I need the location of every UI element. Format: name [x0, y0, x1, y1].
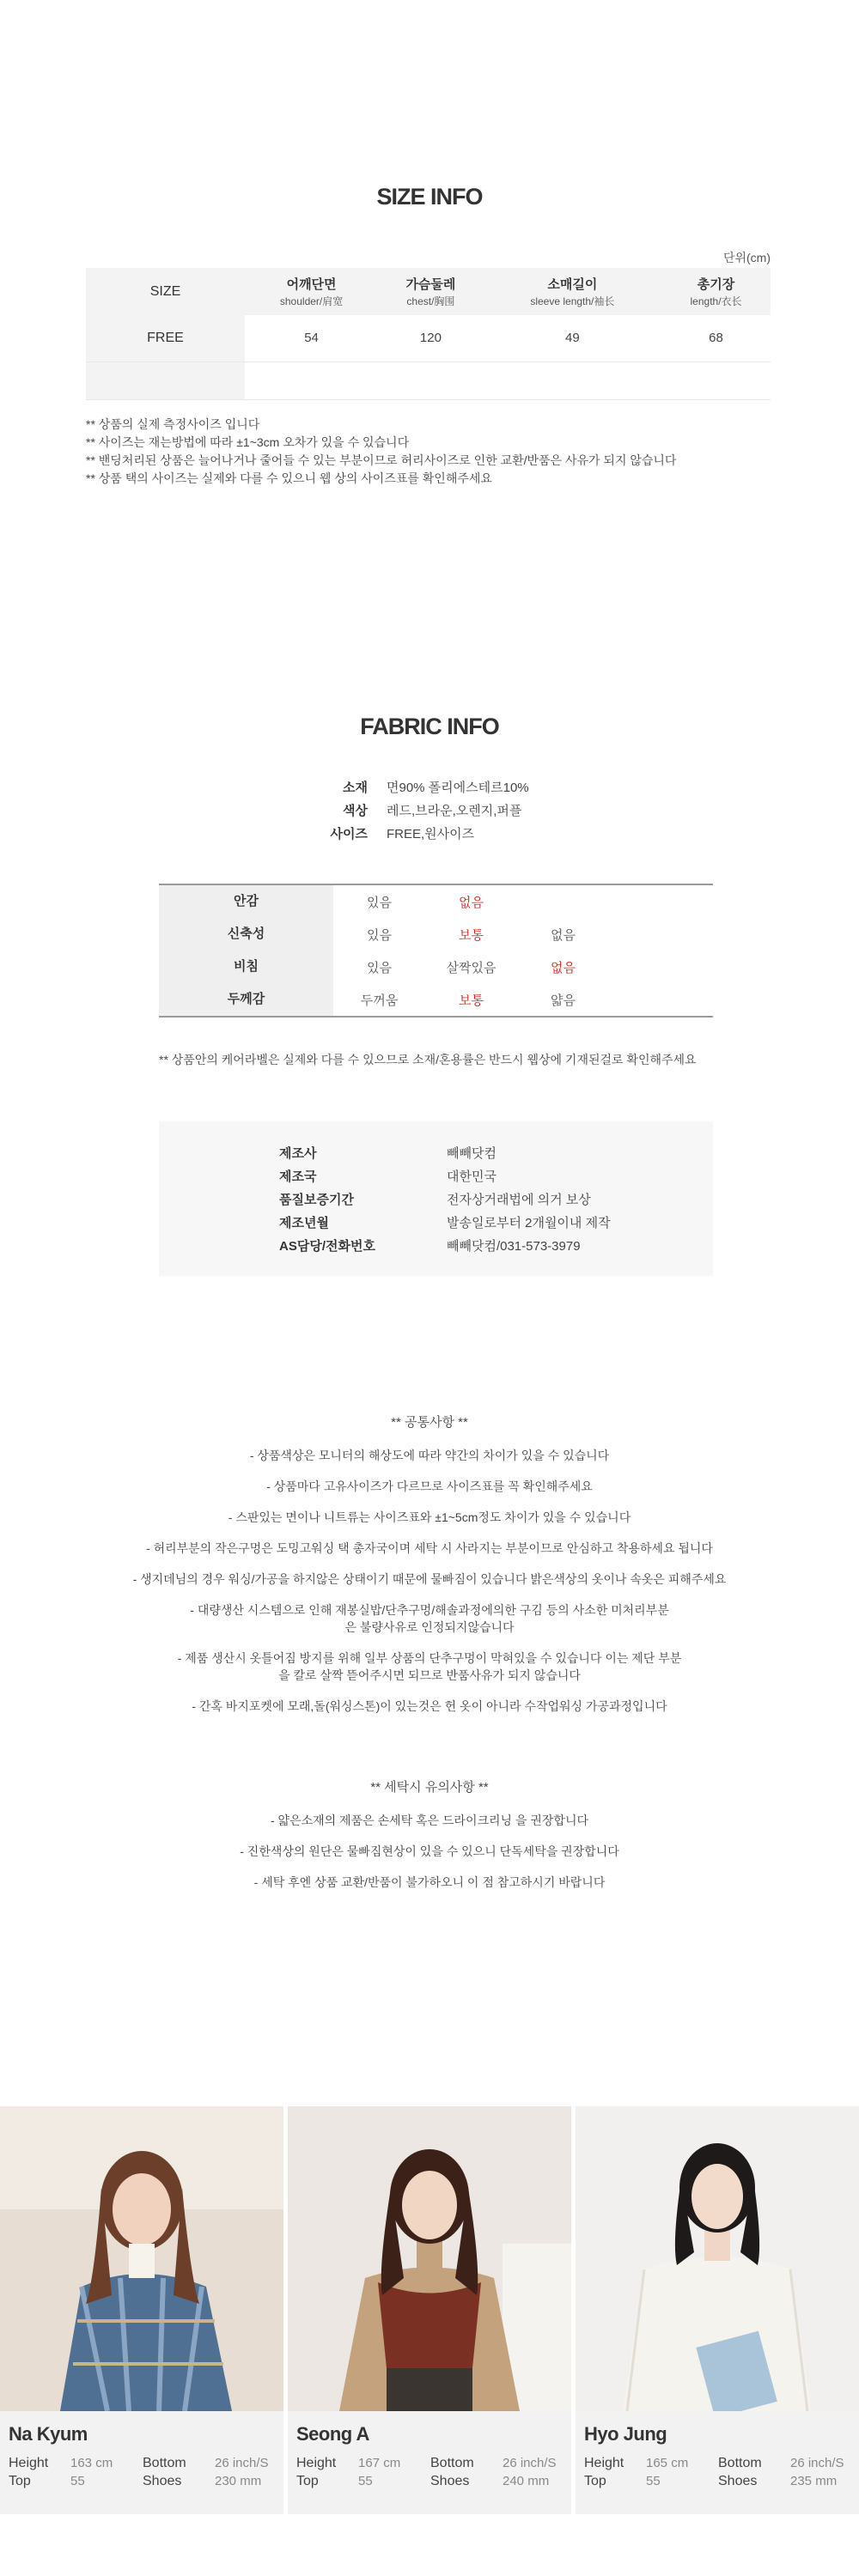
property-option: 두꺼움 — [360, 993, 399, 1008]
row-label: FREE — [86, 315, 245, 361]
size-value: FREE,원사이즈 — [387, 827, 475, 841]
col-sleeve: 소매길이 sleeve length/袖长 — [484, 268, 661, 315]
model-name: Seong A — [296, 2423, 369, 2445]
model-card — [288, 2106, 571, 2514]
notice-item: - 생지데님의 경우 워싱/가공을 하지않은 상태이기 때문에 물빠짐이 있습니다 밝은색상의 옷이나 속옷은 피해주세요 — [132, 1572, 727, 1586]
model-photo — [576, 2106, 859, 2411]
model-bottom: 26 inch/S — [215, 2456, 269, 2470]
model-stats: Height 163 cm Bottom 26 inch/S Top 55 Shoes 230 mm — [9, 2456, 283, 2492]
property-option: 얇음 — [551, 993, 576, 1008]
date-key: 제조년월 — [279, 1216, 329, 1230]
as-key: AS담당/전화번호 — [279, 1239, 375, 1254]
note-line: ** 사이즈는 재는방법에 따라 ±1~3cm 오차가 있을 수 있습니다 — [86, 435, 410, 449]
property-option: 있음 — [367, 927, 392, 943]
col-length: 총기장 length/衣长 — [661, 268, 771, 315]
cell-shoulder: 54 — [245, 315, 378, 361]
col-chest: 가슴둘레 chest/胸围 — [378, 268, 484, 315]
model-stats: Height 167 cm Bottom 26 inch/S Top 55 Shoes 240 mm — [296, 2456, 571, 2492]
model-card — [576, 2106, 859, 2514]
property-option-selected: 없음 — [459, 895, 484, 910]
size-table-header — [86, 268, 771, 315]
model-height: 167 cm — [358, 2456, 401, 2470]
country-key: 제조국 — [279, 1170, 317, 1184]
notice-item: - 스판있는 면이나 니트류는 사이즈표와 ±1~5cm정도 차이가 있을 수 있습니다 — [228, 1510, 631, 1524]
model-shoes: 235 mm — [790, 2474, 838, 2488]
notice-item: - 상품색상은 모니터의 해상도에 따라 약간의 차이가 있을 수 있습니다 — [249, 1449, 610, 1462]
notice-item: - 세탁 후엔 상품 교환/반품이 불가하오니 이 점 참고하시기 바랍니다 — [253, 1875, 606, 1889]
property-key: 안감 — [159, 885, 333, 918]
notice-item: - 대량생산 시스템으로 인해 재봉실밥/단추구멍/해솔과정에의한 구김 등의 사소한 미처리부분은 불량사유로 인정되지않습니다 — [190, 1603, 669, 1634]
model-height: 163 cm — [70, 2456, 113, 2470]
property-option-selected: 보통 — [459, 927, 484, 943]
wash-notice — [0, 1779, 859, 1905]
wash-notice-heading: ** 세탁시 유의사항 ** — [370, 1780, 489, 1795]
model-shoes: 230 mm — [215, 2474, 262, 2488]
notice-item: - 간혹 바지포켓에 모래,돌(워싱스톤)이 있는것은 헌 옷이 아니라 수작업워싱 가공과정입니다 — [192, 1699, 667, 1713]
as-value: 빼빼닷컴/031-573-3979 — [447, 1239, 581, 1254]
property-key: 신축성 — [159, 918, 333, 951]
care-label-note: ** 상품안의 케어라벨은 실제와 다를 수 있으므로 소재/혼용률은 반드시 웹상에 기재된걸로 확인해주세요 — [159, 1053, 697, 1066]
property-option: 있음 — [367, 895, 392, 910]
model-photo — [288, 2106, 571, 2411]
color-value: 레드,브라운,오렌지,퍼플 — [387, 804, 522, 818]
notice-item: - 진한색상의 원단은 물빠짐현상이 있을 수 있으니 단독세탁을 권장합니다 — [240, 1844, 619, 1858]
property-option: 살짝있음 — [446, 960, 497, 975]
property-row — [159, 918, 713, 951]
maker-key: 제조사 — [279, 1146, 317, 1161]
date-value: 발송일로부터 2개월이내 제작 — [447, 1216, 611, 1230]
table-row — [86, 315, 771, 361]
warranty-key: 품질보증기간 — [279, 1193, 354, 1207]
table-row-empty — [86, 361, 771, 399]
model-shoes: 240 mm — [503, 2474, 550, 2488]
note-line: ** 상품의 실제 측정사이즈 입니다 — [86, 417, 260, 431]
fabric-property-table — [159, 884, 713, 1018]
notice-item: - 상품마다 고유사이즈가 다르므로 사이즈표를 꼭 확인해주세요 — [266, 1479, 593, 1493]
warranty-value: 전자상거래법에 의거 보상 — [447, 1193, 591, 1207]
fabric-info-title: FABRIC INFO — [360, 714, 499, 739]
unit-label: 단위(cm) — [722, 251, 771, 264]
property-option: 있음 — [367, 960, 392, 975]
color-key: 색상 — [343, 804, 368, 818]
common-notice-heading: ** 공통사항 ** — [391, 1415, 468, 1430]
note-line: ** 상품 택의 사이즈는 실제와 다를 수 있으니 웹 상의 사이즈표를 확인해주세요 — [86, 471, 492, 485]
property-row — [159, 951, 713, 983]
maker-value: 빼빼닷컴 — [447, 1146, 497, 1161]
cell-chest: 120 — [378, 315, 484, 361]
property-key: 두께감 — [159, 983, 333, 1016]
size-info-title: SIZE INFO — [376, 184, 483, 210]
size-table — [86, 268, 771, 400]
size-header-label: SIZE — [86, 268, 245, 315]
property-option-selected: 보통 — [459, 993, 484, 1008]
property-key: 비침 — [159, 951, 333, 983]
model-bottom: 26 inch/S — [790, 2456, 844, 2470]
model-stats: Height 165 cm Bottom 26 inch/S Top 55 Shoes 235 mm — [584, 2456, 859, 2492]
model-top: 55 — [70, 2474, 85, 2488]
note-line: ** 밴딩처리된 상품은 늘어나거나 줄어들 수 있는 부분이므로 허리사이즈로 인한 교환/반품은 사유가 되지 않습니다 — [86, 453, 677, 467]
common-notice — [0, 1414, 859, 1728]
fabric-basic-info — [0, 778, 859, 848]
model-info — [0, 2106, 859, 2514]
model-card — [0, 2106, 283, 2514]
size-notes — [86, 416, 676, 488]
country-value: 대한민국 — [447, 1170, 497, 1184]
model-top: 55 — [358, 2474, 373, 2488]
notice-item: - 얇은소재의 제품은 손세탁 혹은 드라이크리닝 을 권장합니다 — [271, 1814, 588, 1827]
model-height: 165 cm — [646, 2456, 689, 2470]
size-key: 사이즈 — [330, 827, 368, 841]
cell-length: 68 — [661, 315, 771, 361]
property-option: 없음 — [551, 927, 576, 943]
model-photo — [0, 2106, 283, 2411]
model-bottom: 26 inch/S — [503, 2456, 557, 2470]
maker-info-box — [159, 1121, 713, 1276]
cell-sleeve: 49 — [484, 315, 661, 361]
model-name: Na Kyum — [9, 2423, 88, 2445]
col-shoulder: 어깨단면 shoulder/肩宽 — [245, 268, 378, 315]
property-option-selected: 없음 — [551, 960, 576, 975]
material-value: 면90% 폴리에스테르10% — [387, 781, 529, 795]
property-row — [159, 885, 713, 918]
notice-item: - 제품 생산시 옷틀어짐 방지를 위해 일부 상품의 단추구멍이 막혀있을 수 있습니다 이는 제단 부분을 칼로 살짝 뜯어주시면 되므로 반품사유가 되지 않습니다 — [177, 1651, 682, 1682]
property-row — [159, 983, 713, 1016]
material-key: 소재 — [343, 781, 368, 795]
model-name: Hyo Jung — [584, 2423, 667, 2445]
notice-item: - 허리부분의 작은구멍은 도밍고워싱 택 총자국이며 세탁 시 사라지는 부분이므로 안심하고 착용하세요 됩니다 — [146, 1541, 713, 1555]
model-top: 55 — [646, 2474, 661, 2488]
